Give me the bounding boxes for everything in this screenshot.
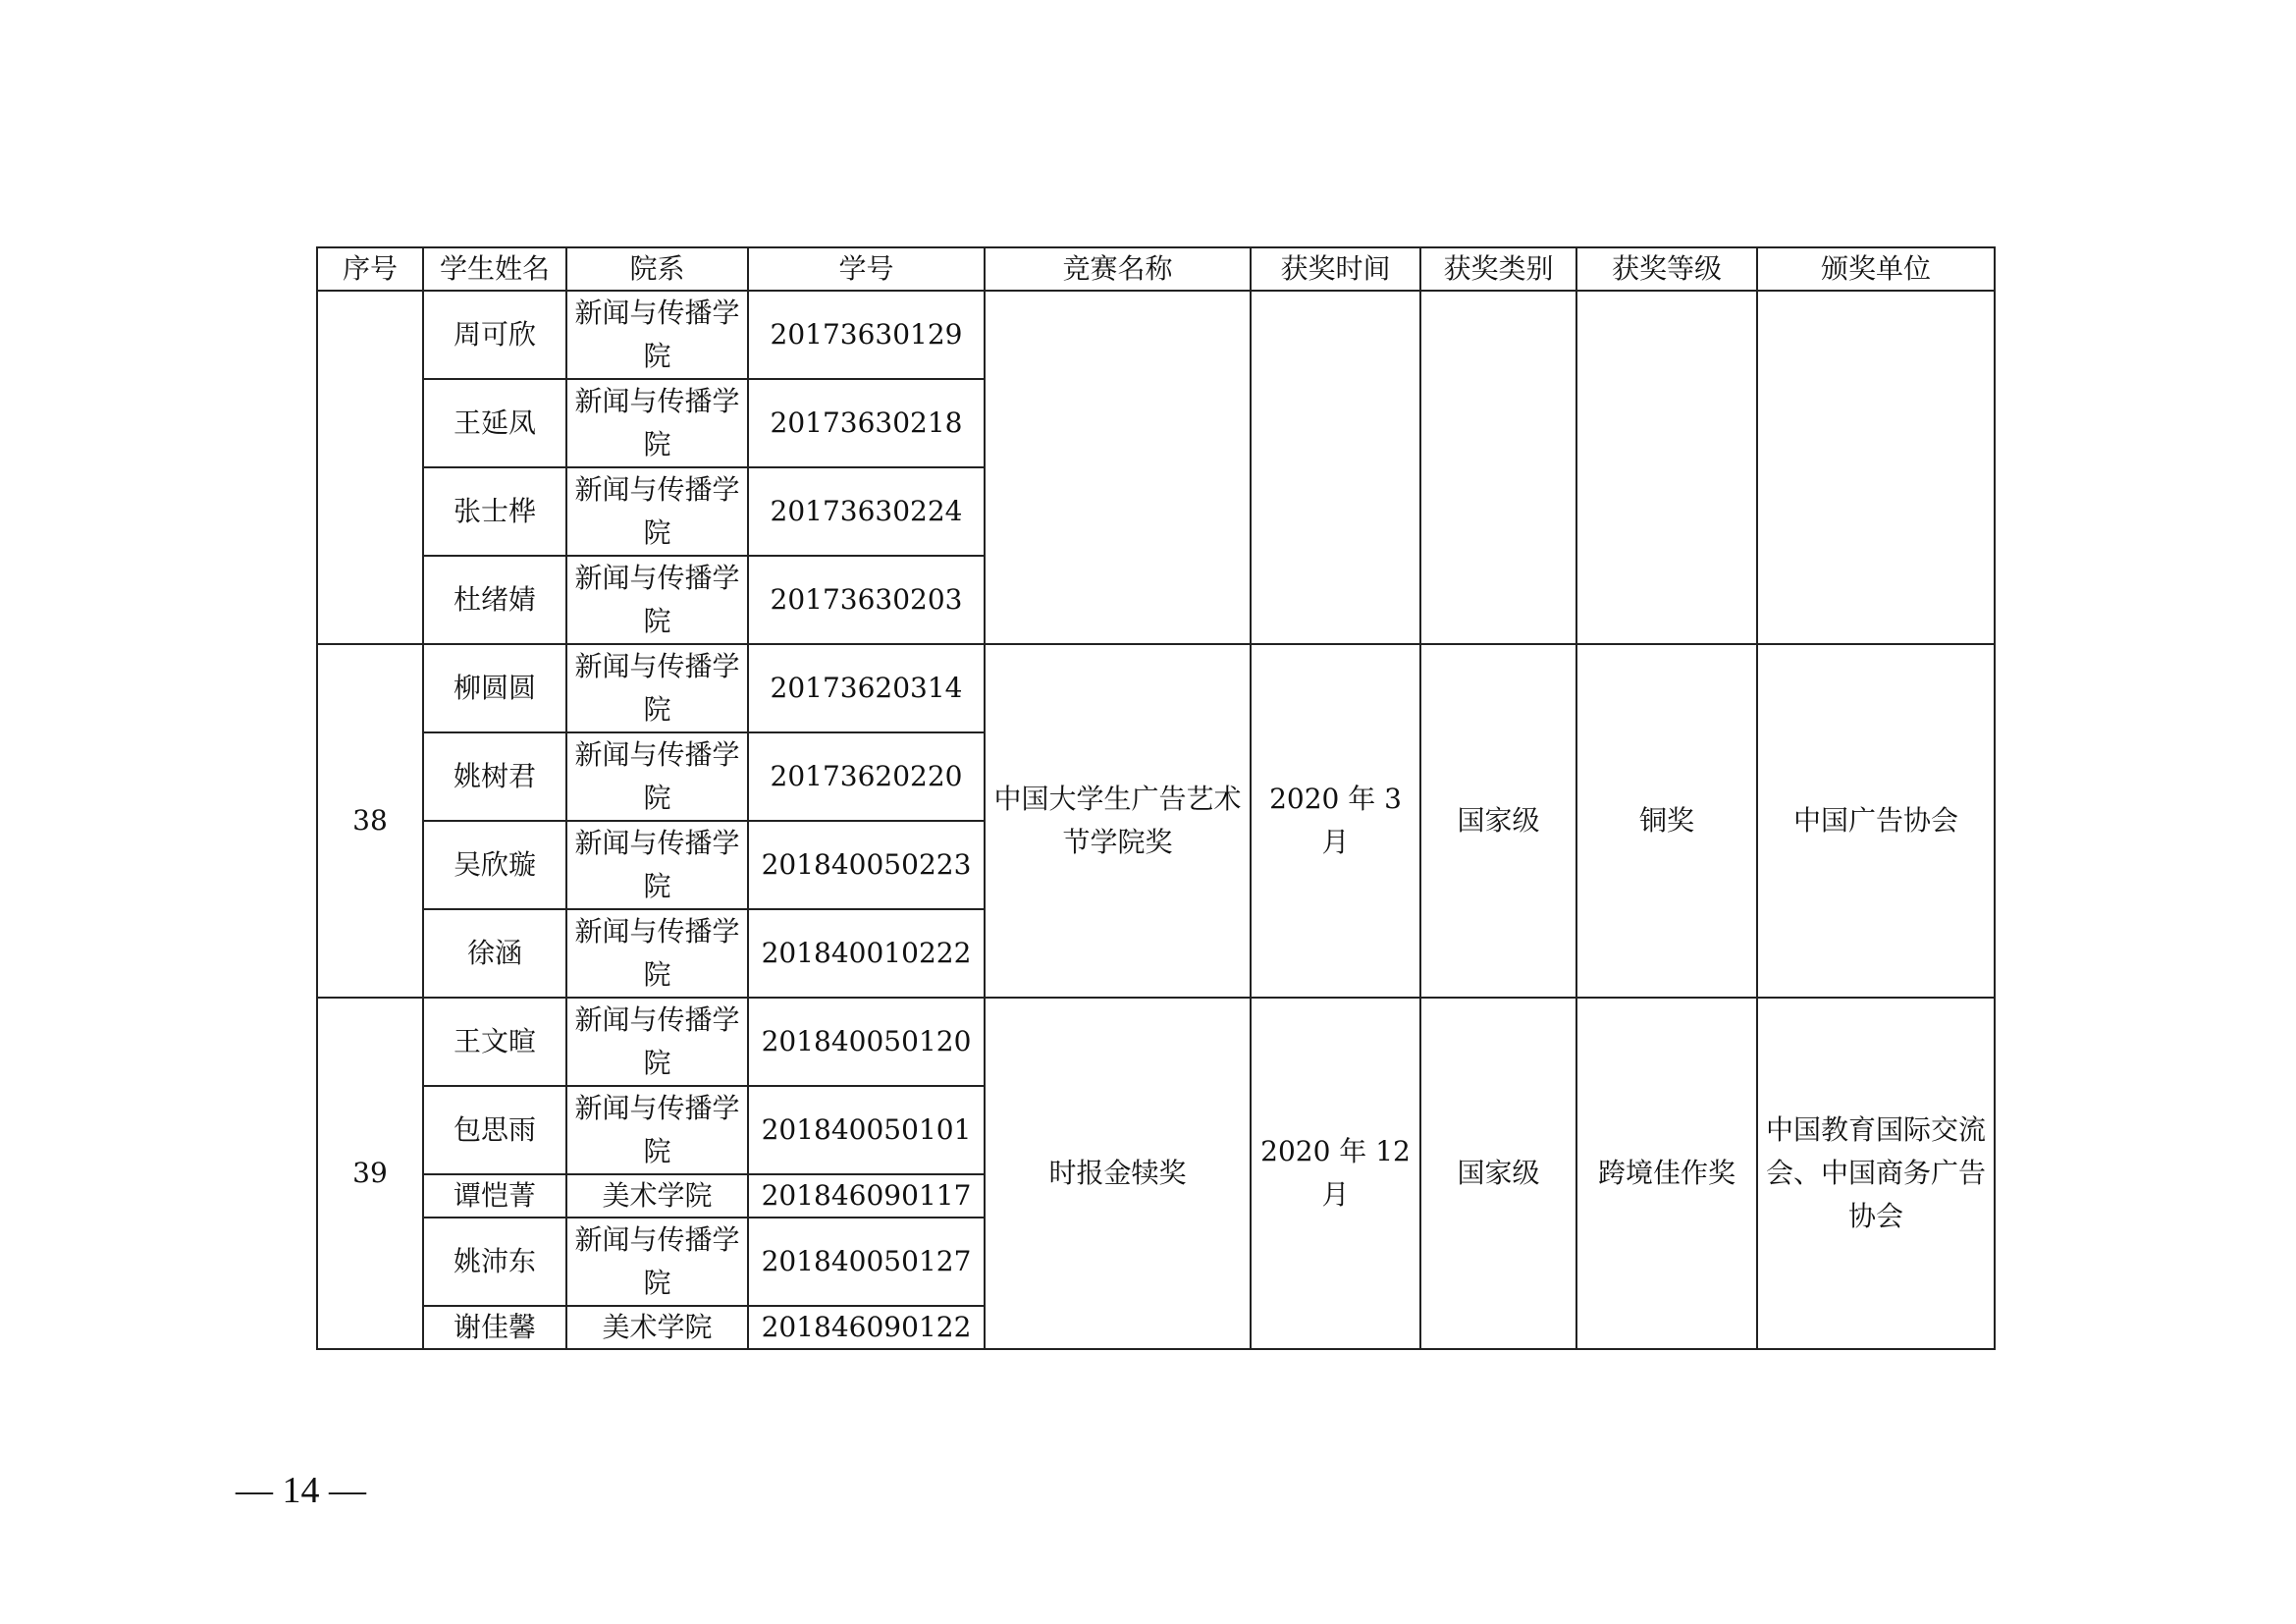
cell-name: 谭恺菁: [423, 1174, 566, 1218]
cell-level: 铜奖: [1576, 644, 1757, 998]
page-number: — 14 —: [236, 1470, 366, 1511]
cell-dept: 新闻与传播学院: [566, 821, 748, 909]
cell-competition: 中国大学生广告艺术节学院奖: [985, 644, 1251, 998]
header-seq: 序号: [317, 247, 423, 291]
cell-issuer: [1757, 291, 1995, 644]
cell-issuer: 中国教育国际交流会、中国商务广告协会: [1757, 998, 1995, 1349]
cell-id: 201846090117: [748, 1174, 985, 1218]
header-department: 院系: [566, 247, 748, 291]
cell-id: 20173630224: [748, 467, 985, 556]
cell-dept: 新闻与传播学院: [566, 1218, 748, 1306]
cell-dept: 新闻与传播学院: [566, 379, 748, 467]
cell-competition: [985, 291, 1251, 644]
cell-dept: 新闻与传播学院: [566, 467, 748, 556]
cell-category: [1420, 291, 1576, 644]
cell-name: 姚沛东: [423, 1218, 566, 1306]
cell-seq: [317, 291, 423, 644]
cell-name: 姚树君: [423, 732, 566, 821]
cell-level: 跨境佳作奖: [1576, 998, 1757, 1349]
cell-id: 201840050120: [748, 998, 985, 1086]
cell-id: 201840050223: [748, 821, 985, 909]
header-student-name: 学生姓名: [423, 247, 566, 291]
cell-name: 包思雨: [423, 1086, 566, 1174]
awards-table: [316, 246, 1996, 1350]
cell-dept: 美术学院: [566, 1306, 748, 1349]
header-issuer: 颁奖单位: [1757, 247, 1995, 291]
cell-name: 张士桦: [423, 467, 566, 556]
cell-dept: 新闻与传播学院: [566, 556, 748, 644]
header-award-time: 获奖时间: [1251, 247, 1420, 291]
cell-name: 徐涵: [423, 909, 566, 998]
cell-name: 杜绪婧: [423, 556, 566, 644]
cell-id: 20173630218: [748, 379, 985, 467]
cell-name: 周可欣: [423, 291, 566, 379]
cell-dept: 美术学院: [566, 1174, 748, 1218]
cell-competition: 时报金犊奖: [985, 998, 1251, 1349]
cell-id: 201840010222: [748, 909, 985, 998]
cell-name: 吴欣璇: [423, 821, 566, 909]
cell-id: 20173630203: [748, 556, 985, 644]
cell-dept: 新闻与传播学院: [566, 644, 748, 732]
table-row: [317, 291, 1995, 379]
header-award-level: 获奖等级: [1576, 247, 1757, 291]
header-competition: 竞赛名称: [985, 247, 1251, 291]
header-row: [317, 247, 1995, 291]
cell-id: 201840050101: [748, 1086, 985, 1174]
cell-id: 201840050127: [748, 1218, 985, 1306]
cell-dept: 新闻与传播学院: [566, 732, 748, 821]
cell-category: 国家级: [1420, 644, 1576, 998]
cell-name: 柳圆圆: [423, 644, 566, 732]
table-row: [317, 998, 1995, 1086]
cell-issuer: 中国广告协会: [1757, 644, 1995, 998]
table-row: [317, 644, 1995, 732]
cell-dept: 新闻与传播学院: [566, 291, 748, 379]
header-student-id: 学号: [748, 247, 985, 291]
cell-time: [1251, 291, 1420, 644]
cell-dept: 新闻与传播学院: [566, 998, 748, 1086]
cell-dept: 新闻与传播学院: [566, 909, 748, 998]
cell-time: 2020 年 12 月: [1251, 998, 1420, 1349]
cell-dept: 新闻与传播学院: [566, 1086, 748, 1174]
cell-id: 201846090122: [748, 1306, 985, 1349]
cell-level: [1576, 291, 1757, 644]
cell-time: 2020 年 3 月: [1251, 644, 1420, 998]
cell-name: 谢佳馨: [423, 1306, 566, 1349]
cell-name: 王延凤: [423, 379, 566, 467]
cell-seq: 38: [317, 644, 423, 998]
cell-id: 20173620314: [748, 644, 985, 732]
cell-seq: 39: [317, 998, 423, 1349]
cell-id: 20173620220: [748, 732, 985, 821]
header-award-category: 获奖类别: [1420, 247, 1576, 291]
cell-id: 20173630129: [748, 291, 985, 379]
cell-category: 国家级: [1420, 998, 1576, 1349]
cell-name: 王文暄: [423, 998, 566, 1086]
